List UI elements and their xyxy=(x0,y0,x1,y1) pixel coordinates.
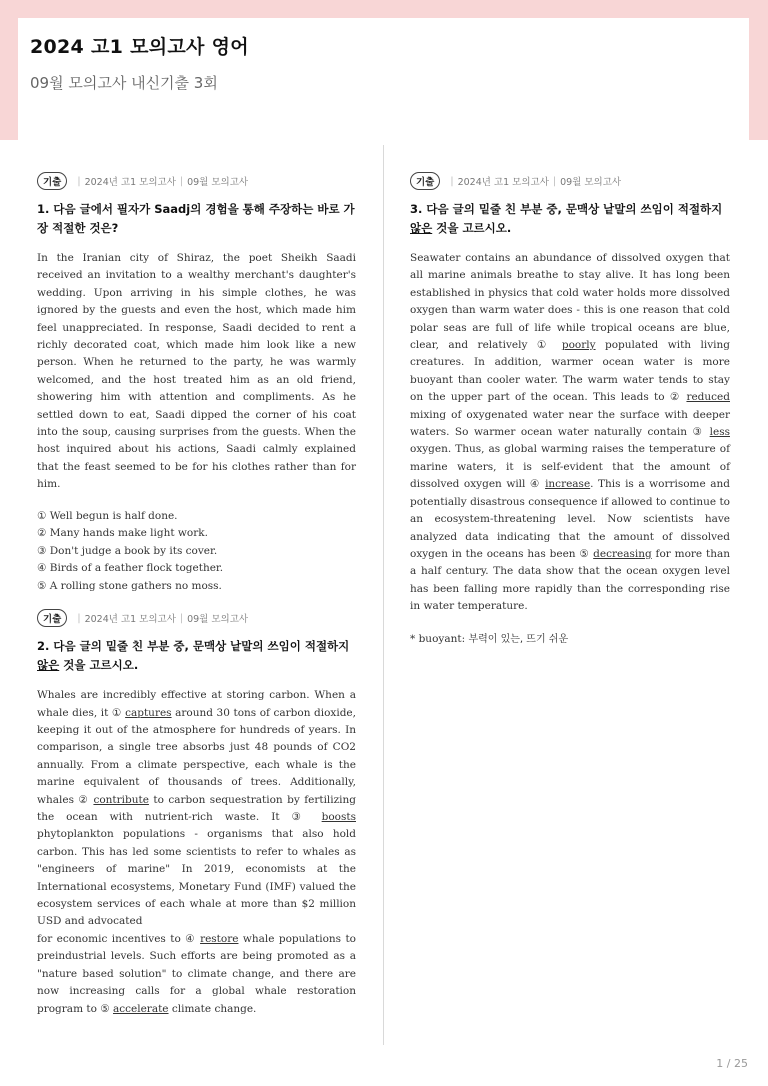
underlined-word-3: less xyxy=(709,426,730,439)
meta-month: 09월 모의고사 xyxy=(187,177,249,188)
question-2-title: 2. 다음 글의 밑줄 친 부분 중, 문맥상 낱말의 쓰임이 적절하지 않은 것을 고르시오. xyxy=(37,639,350,673)
option-2: ② Many hands make light work. xyxy=(37,527,208,540)
question-3-passage: Seawater contains an abundance of dissolved oxygen that all marine animals breathe to stay alive. It has long been established in physics that cold water holds more dissolved oxygen than warm water does - this is one reason that cold polar seas are full of life while tropical oceans are blue, clear, and relatively ① poorly populated with living creatures. In addition, warmer ocean water is more buoyant than cooler water. The warm water tends to stay on the upper part of the ocean. This leads to ② reduced mixing of oxygenated water near the surface with deeper waters. So warmer ocean water naturally contain ③ less oxygen. Thus, as global warming raises the temperature of marine waters, it is self-evident that the amount of dissolved oxygen will ④ increase. This is a worrisome and potentially disastrous consequence if allowed to continue to an ecosystem-threatening level. Now scientists have analyzed data indicating that the amount of dissolved oxygen in the oceans has been ⑤ decreasing for more than a half century. The data show that the ocean oxygen level has been falling more rapidly than the corresponding rise in water temperature. xyxy=(410,252,731,613)
left-column xyxy=(37,172,356,1018)
option-5: ⑤ A rolling stone gathers no moss. xyxy=(37,579,222,592)
page-number: 1 / 25 xyxy=(716,1057,748,1070)
column-divider xyxy=(383,145,384,1045)
question-3-title: 3. 다음 글의 밑줄 친 부분 중, 문맥상 낱말의 쓰임이 적절하지 않은 것을 고르시오. xyxy=(410,202,723,235)
page-title: 2024 고1 모의고사 영어 xyxy=(30,36,249,58)
option-4: ④ Birds of a feather flock together. xyxy=(37,562,224,575)
footnote: * buoyant: 부력이 있는, 뜨기 쉬운 xyxy=(410,632,569,645)
underlined-word-3: boosts xyxy=(321,811,356,824)
question-2-passage: Whales are incredibly effective at storing carbon. When a whale dies, it ① captures around 30 tons of carbon dioxide, keeping it out of the atmosphere for hundreds of years. In comparison, a single tree absorbs just 48 pounds of CO2 annually. From a climate perspective, each whale is the marine equivalent of thousands of trees. Additionally, whales ② contribute to carbon sequestration by fertilizing the ocean with nutrient-rich waste. It ③ boosts phytoplankton populations - organisms that also hold carbon. This has led some scientists to refer to whales as "engineers of marine" In 2019, economists at the International ecosystems, Monetary Fund (IMF) valued the ecosystem services of each whale at more than $2 million USD and advocated for economic incentives to ④ restore whale populations to preindustrial levels. Such efforts are being promoted as a "nature based solution" to climate change, and there are now increasing calls for a global whale restoration program to ⑤ accelerate climate change. xyxy=(37,689,357,1015)
underlined-word-1: captures xyxy=(125,706,172,719)
question-meta: 기출 | 2024년 고1 모의고사 | 09월 모의고사 xyxy=(37,172,356,190)
question-1-options xyxy=(37,508,356,596)
option-1: ① Well begun is half done. xyxy=(37,509,178,522)
underlined-word-4: restore xyxy=(200,932,239,945)
question-1-title: 1. 다음 글에서 필자가 Saadj의 경험을 통해 주장하는 바로 가장 적절한 것은? xyxy=(37,202,355,235)
meta-year: 2024년 고1 모의고사 xyxy=(457,177,549,188)
underlined-word-2: reduced xyxy=(686,391,730,404)
meta-year: 2024년 고1 모의고사 xyxy=(84,614,176,626)
source-tag: 기출 xyxy=(37,172,67,190)
meta-month: 09월 모의고사 xyxy=(560,177,622,188)
meta-month: 09월 모의고사 xyxy=(187,614,249,626)
question-1-passage: In the Iranian city of Shiraz, the poet Sheikh Saadi received an invitation to a wealthy merchant's daughter's wedding. Upon arriving in his simple clothes, he was ignored by the guests and even the host, which made him feel unappreciated. In response, Saadi decided to rent a richly decorated coat, which made him look like a new person. When he returned to the party, he was warmly welcomed, and the host treated him as an old friend, showering him with attention and compliments. As he settled down to eat, Saadi dipped the corner of his coat into the soup, causing surprises from the guests. When the host inquired about his actions, Saadi calmly explained that the feast seemed to be for his clothes rather than for him. xyxy=(37,252,356,491)
underlined-word-2: contribute xyxy=(93,793,149,806)
right-column xyxy=(410,172,730,645)
question-meta: 기출 | 2024년 고1 모의고사 | 09월 모의고사 xyxy=(410,172,730,190)
question-meta: 기출 | 2024년 고1 모의고사 | 09월 모의고사 xyxy=(37,609,356,627)
underlined-word-1: poorly xyxy=(561,339,596,352)
source-tag: 기출 xyxy=(37,609,67,627)
underlined-word-5: accelerate xyxy=(113,1002,169,1015)
meta-year: 2024년 고1 모의고사 xyxy=(84,177,176,188)
underlined-word-4: increase xyxy=(545,478,591,491)
page-subtitle: 09월 모의고사 내신기출 3회 xyxy=(30,74,218,92)
option-3: ③ Don't judge a book by its cover. xyxy=(37,544,218,557)
source-tag: 기출 xyxy=(410,172,440,190)
underlined-word-5: decreasing xyxy=(593,547,652,560)
